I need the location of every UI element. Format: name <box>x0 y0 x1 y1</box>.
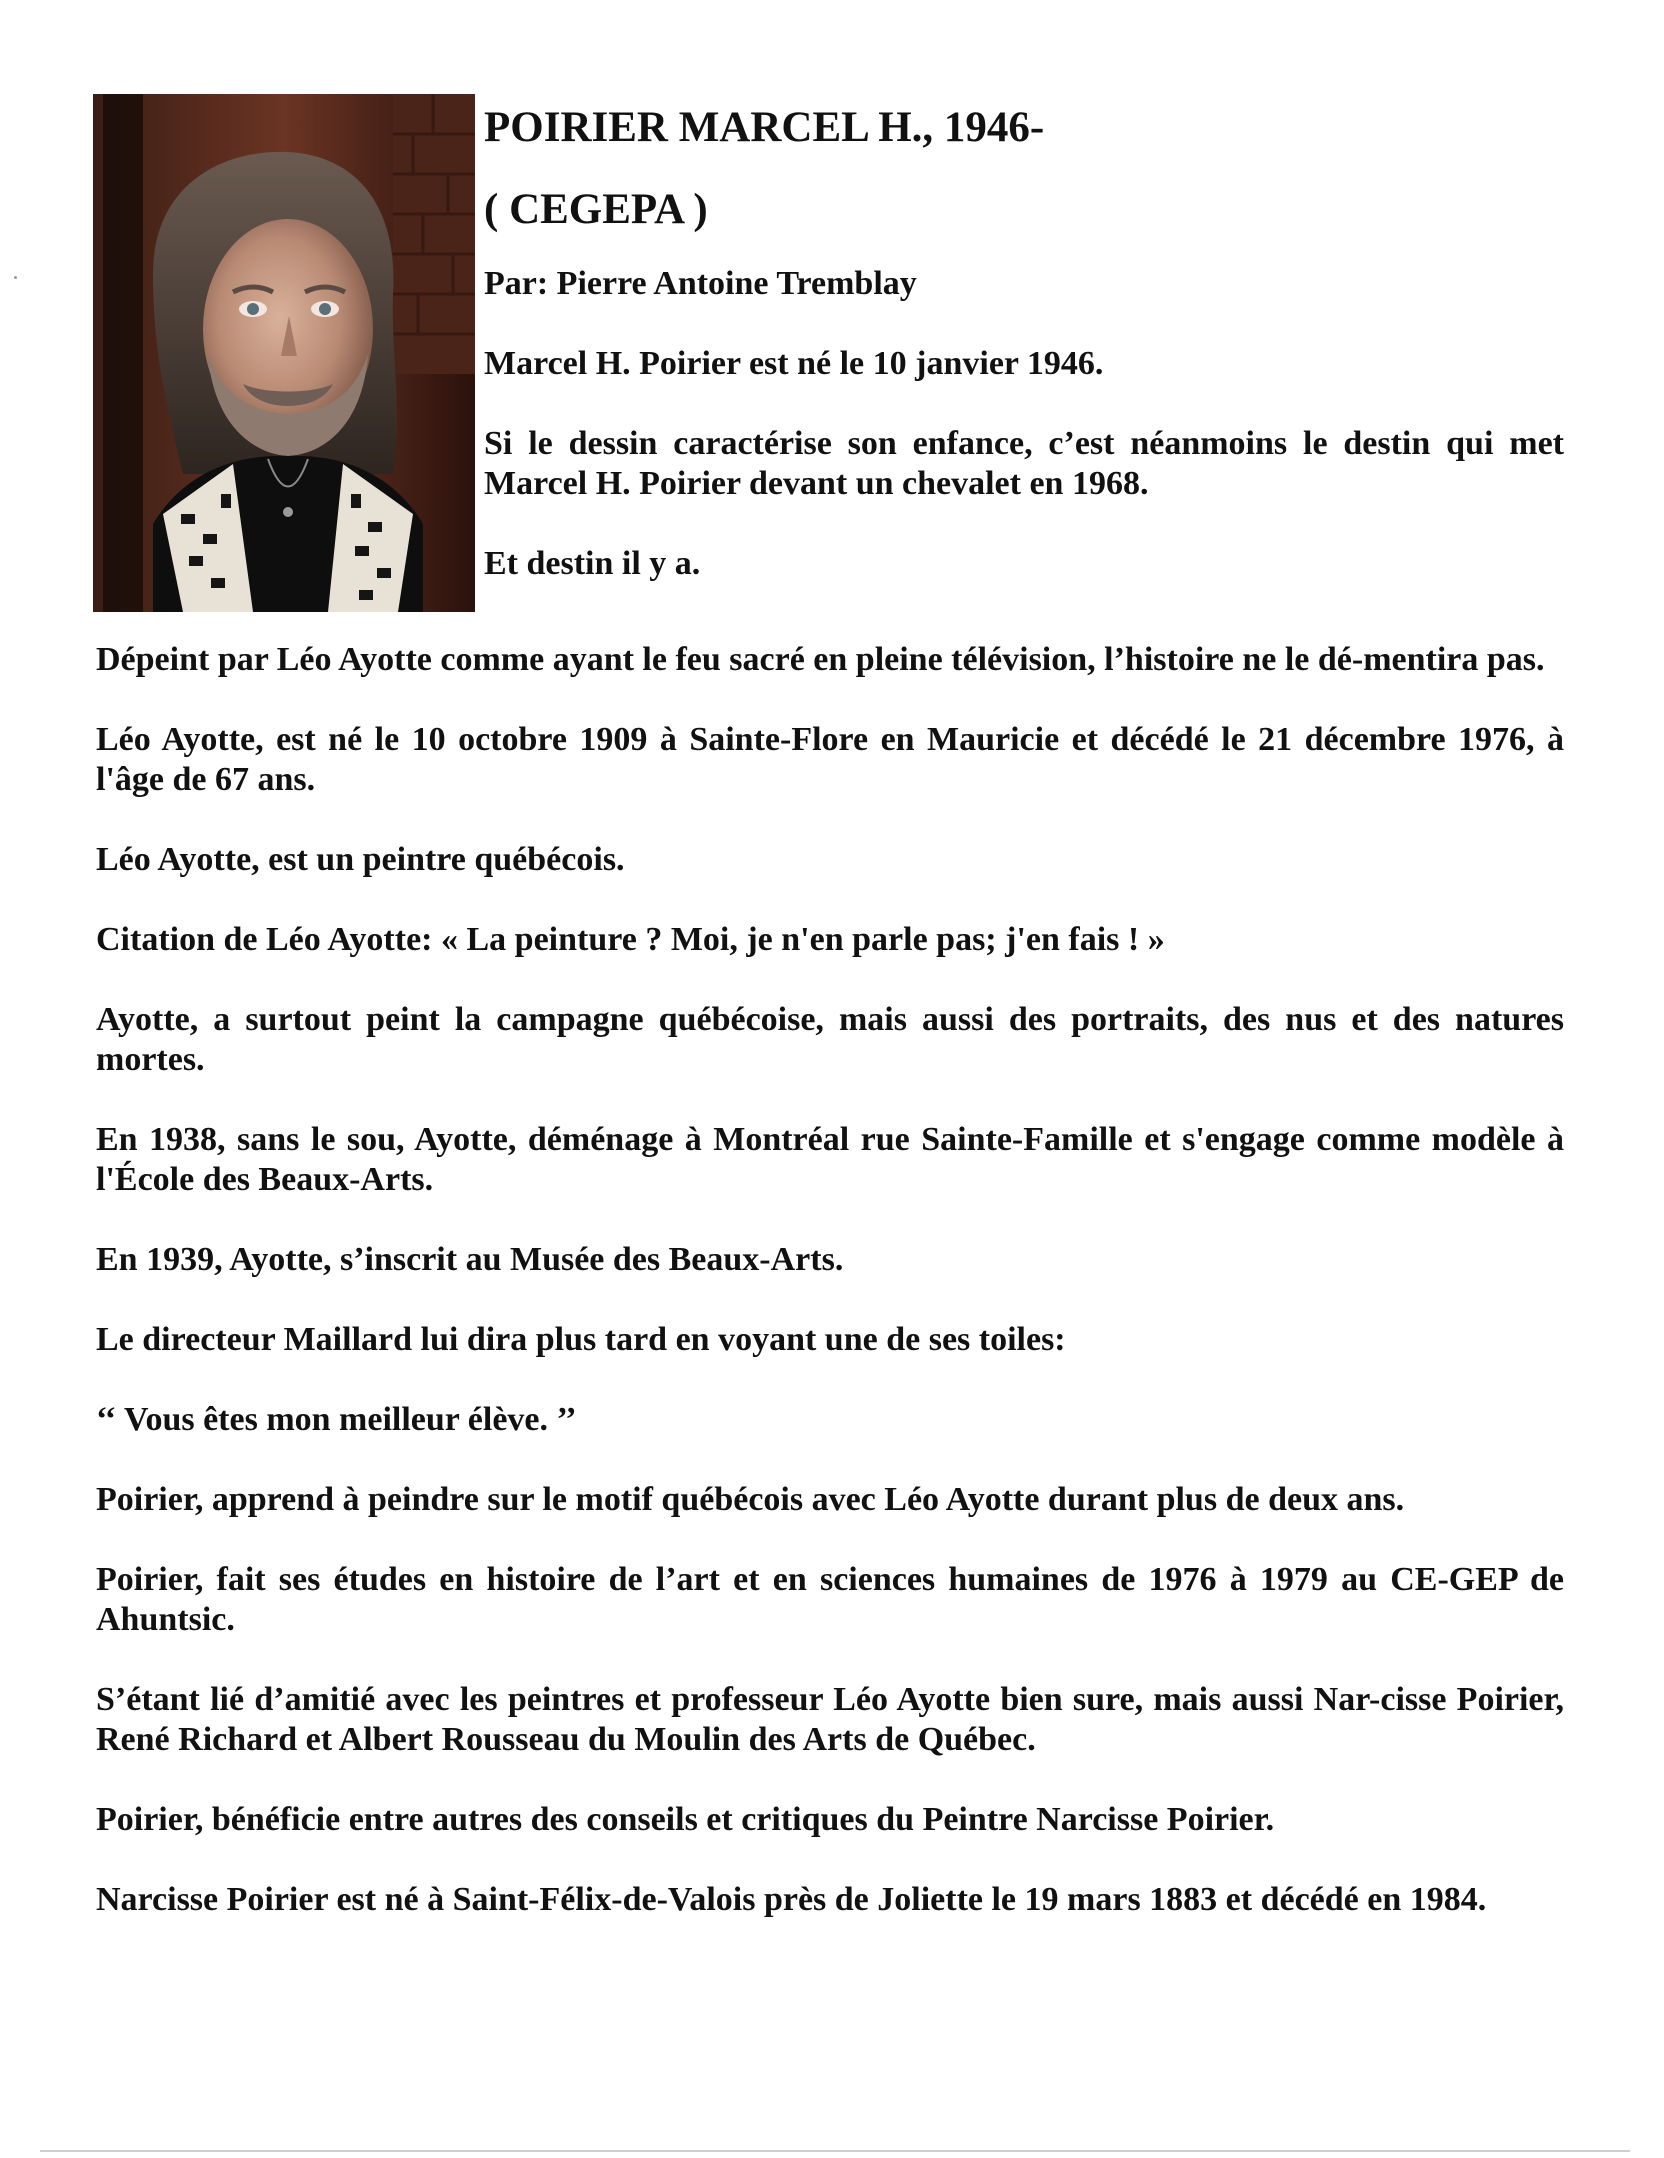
scan-speck <box>14 276 17 279</box>
body-paragraph: Poirier, bénéficie entre autres des conseils et critiques du Peintre Narcisse Poirier. <box>96 1801 1275 1838</box>
intro-paragraph: Marcel H. Poirier est né le 10 janvier 1946. <box>484 345 1104 382</box>
page-bottom-rule <box>40 2150 1630 2152</box>
body-paragraph: Narcisse Poirier est né à Saint-Félix-de-Valois près de Joliette le 19 mars 1883 et décédé en 1984. <box>96 1881 1487 1918</box>
document-title: POIRIER MARCEL H., 1946- <box>484 104 1045 151</box>
body-paragraph: Ayotte, a surtout peint la campagne québécoise, mais aussi des portraits, des nus et des natures mortes. <box>96 1001 1564 1078</box>
body-paragraph: Léo Ayotte, est né le 10 octobre 1909 à Sainte-Flore en Mauricie et décédé le 21 décembre 1976, à l'âge de 67 ans. <box>96 721 1564 798</box>
author-line: Par: Pierre Antoine Tremblay <box>484 265 917 302</box>
body-paragraph: Poirier, apprend à peindre sur le motif québécois avec Léo Ayotte durant plus de deux ans. <box>96 1481 1405 1518</box>
body-paragraph: Dépeint par Léo Ayotte comme ayant le feu sacré en pleine télévision, l’histoire ne le dé-mentira pas. <box>96 641 1545 678</box>
portrait-photo <box>93 94 475 612</box>
portrait-icon <box>93 94 475 612</box>
header-block <box>484 98 1564 624</box>
body-paragraph: S’étant lié d’amitié avec les peintres et professeur Léo Ayotte bien sure, mais aussi Nar-cisse Poirier, René Richard et Albert Rousseau du Moulin des Arts de Québec. <box>96 1681 1564 1758</box>
body-paragraph: En 1939, Ayotte, s’inscrit au Musée des Beaux-Arts. <box>96 1241 844 1278</box>
intro-paragraph: Si le dessin caractérise son enfance, c’est néanmoins le destin qui met Marcel H. Poirier devant un chevalet en 1968. <box>484 425 1564 502</box>
body-paragraph: Poirier, fait ses études en histoire de l’art et en sciences humaines de 1976 à 1979 au CE-GEP de Ahuntsic. <box>96 1561 1564 1638</box>
body-paragraph: Citation de Léo Ayotte: « La peinture ? Moi, je n'en parle pas; j'en fais ! » <box>96 921 1165 958</box>
body-paragraph: Le directeur Maillard lui dira plus tard en voyant une de ses toiles: <box>96 1321 1066 1358</box>
quote-paragraph: ‘‘ Vous êtes mon meilleur élève. ’’ <box>96 1401 577 1438</box>
body-paragraph: En 1938, sans le sou, Ayotte, déménage à Montréal rue Sainte-Famille et s'engage comme modèle à l'École des Beaux-Arts. <box>96 1121 1564 1198</box>
document-subtitle: ( CEGEPA ) <box>484 186 708 233</box>
body-text <box>96 640 1564 1960</box>
body-paragraph: Léo Ayotte, est un peintre québécois. <box>96 841 625 878</box>
intro-paragraph: Et destin il y a. <box>484 545 701 582</box>
